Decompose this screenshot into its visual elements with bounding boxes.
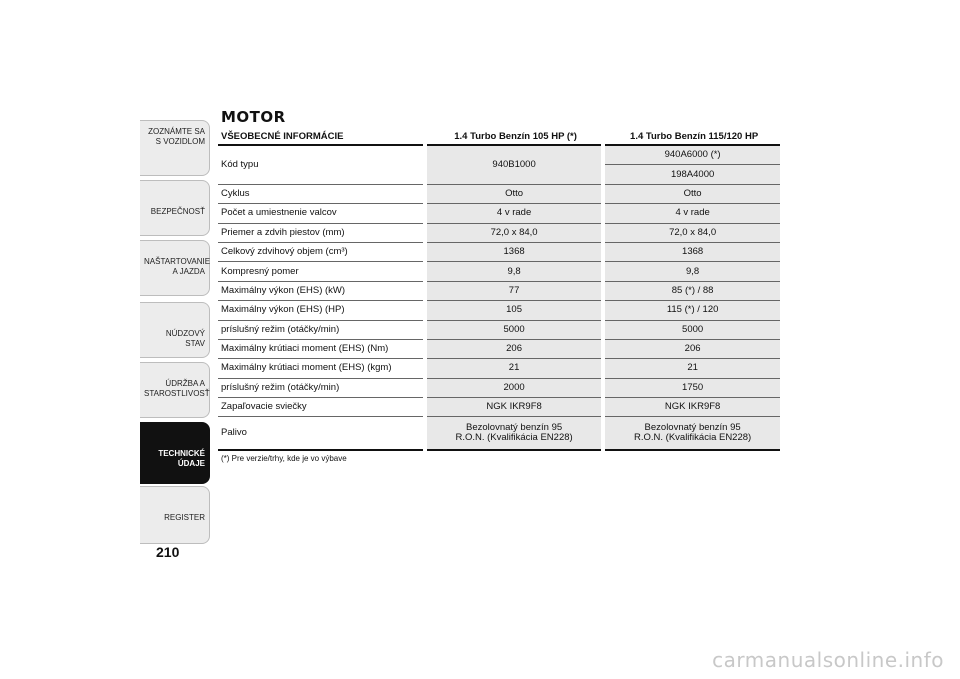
table-row (218, 204, 780, 223)
table-row (218, 262, 780, 281)
row-label: Celkový zdvihový objem (cm³) (218, 242, 425, 261)
cell-value: 2000 (425, 378, 603, 397)
cell-value: 21 (603, 359, 780, 378)
table-row (218, 301, 780, 320)
row-label: Cyklus (218, 184, 425, 203)
tab-label: NÚDZOVÝ STAV (165, 329, 205, 348)
table-row (218, 378, 780, 397)
row-label: Maximálny výkon (EHS) (HP) (218, 301, 425, 320)
tab-label: ZOZNÁMTE SA S VOZIDLOM (148, 127, 205, 146)
page-number: 210 (156, 544, 180, 560)
fuel-value: Bezolovnatý benzín 95 R.O.N. (Kvalifikácia EN228) (634, 422, 752, 444)
cell-value: NGK IKR9F8 (603, 398, 780, 417)
cell-value: 72,0 x 84,0 (603, 223, 780, 242)
cell-value: 9,8 (603, 262, 780, 281)
cell-value: 105 (425, 301, 603, 320)
row-label: Maximálny krútiaci moment (EHS) (Nm) (218, 339, 425, 358)
tab-zoznamte-sa-s-vozidlom[interactable] (140, 120, 210, 176)
cell-value: 940A6000 (*) (603, 145, 780, 165)
table-row (218, 417, 780, 451)
table-row (218, 145, 780, 165)
tab-nastartovanie-a-jazda[interactable] (140, 240, 210, 296)
cell-value: 198A4000 (603, 165, 780, 184)
tab-register[interactable] (140, 486, 210, 544)
tab-label: TECHNICKÉ ÚDAJE (158, 449, 205, 468)
table-row (218, 339, 780, 358)
table-row (218, 320, 780, 339)
row-label: Kompresný pomer (218, 262, 425, 281)
table-row (218, 184, 780, 203)
tab-udrzba-a-starostlivost[interactable] (140, 362, 210, 418)
tab-nudzovy-stav[interactable] (140, 302, 210, 358)
row-label: príslušný režim (otáčky/min) (218, 378, 425, 397)
cell-value: 1368 (425, 242, 603, 261)
table-row (218, 398, 780, 417)
fuel-value: Bezolovnatý benzín 95 R.O.N. (Kvalifikácia EN228) (455, 422, 573, 444)
row-label: Zapaľovacie sviečky (218, 398, 425, 417)
tab-label: REGISTER (164, 513, 205, 522)
cell-value: 115 (*) / 120 (603, 301, 780, 320)
tab-technicke-udaje[interactable] (140, 422, 210, 484)
engine-spec-table (218, 128, 780, 451)
tab-label: BEZPEČNOSŤ (150, 207, 205, 216)
row-label: Počet a umiestnenie valcov (218, 204, 425, 223)
tab-label: ÚDRŽBA A STAROSTLIVOSŤ (144, 379, 210, 398)
watermark: carmanualsonline.info (712, 648, 944, 672)
cell-value: Otto (425, 184, 603, 203)
cell-value: Otto (603, 184, 780, 203)
cell-value: 21 (425, 359, 603, 378)
cell-value: 77 (425, 281, 603, 300)
row-label: Palivo (218, 417, 425, 451)
cell-value: 5000 (603, 320, 780, 339)
table-row (218, 223, 780, 242)
column-header-105hp: 1.4 Turbo Benzín 105 HP (*) (425, 128, 603, 145)
table-header-row (218, 128, 780, 145)
cell-value (603, 417, 780, 451)
cell-value: 1750 (603, 378, 780, 397)
column-header-115-120hp: 1.4 Turbo Benzín 115/120 HP (603, 128, 780, 145)
cell-value: 72,0 x 84,0 (425, 223, 603, 242)
footnote: (*) Pre verzie/trhy, kde je vo výbave (221, 454, 347, 463)
row-label: príslušný režim (otáčky/min) (218, 320, 425, 339)
cell-value: 206 (425, 339, 603, 358)
column-header-general: VŠEOBECNÉ INFORMÁCIE (221, 130, 344, 142)
cell-value: 4 v rade (425, 204, 603, 223)
cell-value: 85 (*) / 88 (603, 281, 780, 300)
table-row (218, 242, 780, 261)
row-label: Kód typu (218, 145, 425, 184)
page-title: MOTOR (221, 108, 286, 126)
cell-value: 206 (603, 339, 780, 358)
cell-value: 1368 (603, 242, 780, 261)
row-label: Maximálny krútiaci moment (EHS) (kgm) (218, 359, 425, 378)
cell-value: 4 v rade (603, 204, 780, 223)
cell-value (425, 417, 603, 451)
table-row (218, 359, 780, 378)
tab-label: NAŠTARTOVANIE A JAZDA (144, 257, 211, 276)
cell-value: 9,8 (425, 262, 603, 281)
cell-value: 5000 (425, 320, 603, 339)
cell-value: 940B1000 (425, 145, 603, 184)
row-label: Priemer a zdvih piestov (mm) (218, 223, 425, 242)
row-label: Maximálny výkon (EHS) (kW) (218, 281, 425, 300)
cell-value: NGK IKR9F8 (425, 398, 603, 417)
table-row (218, 281, 780, 300)
tab-bezpecnost[interactable] (140, 180, 210, 236)
